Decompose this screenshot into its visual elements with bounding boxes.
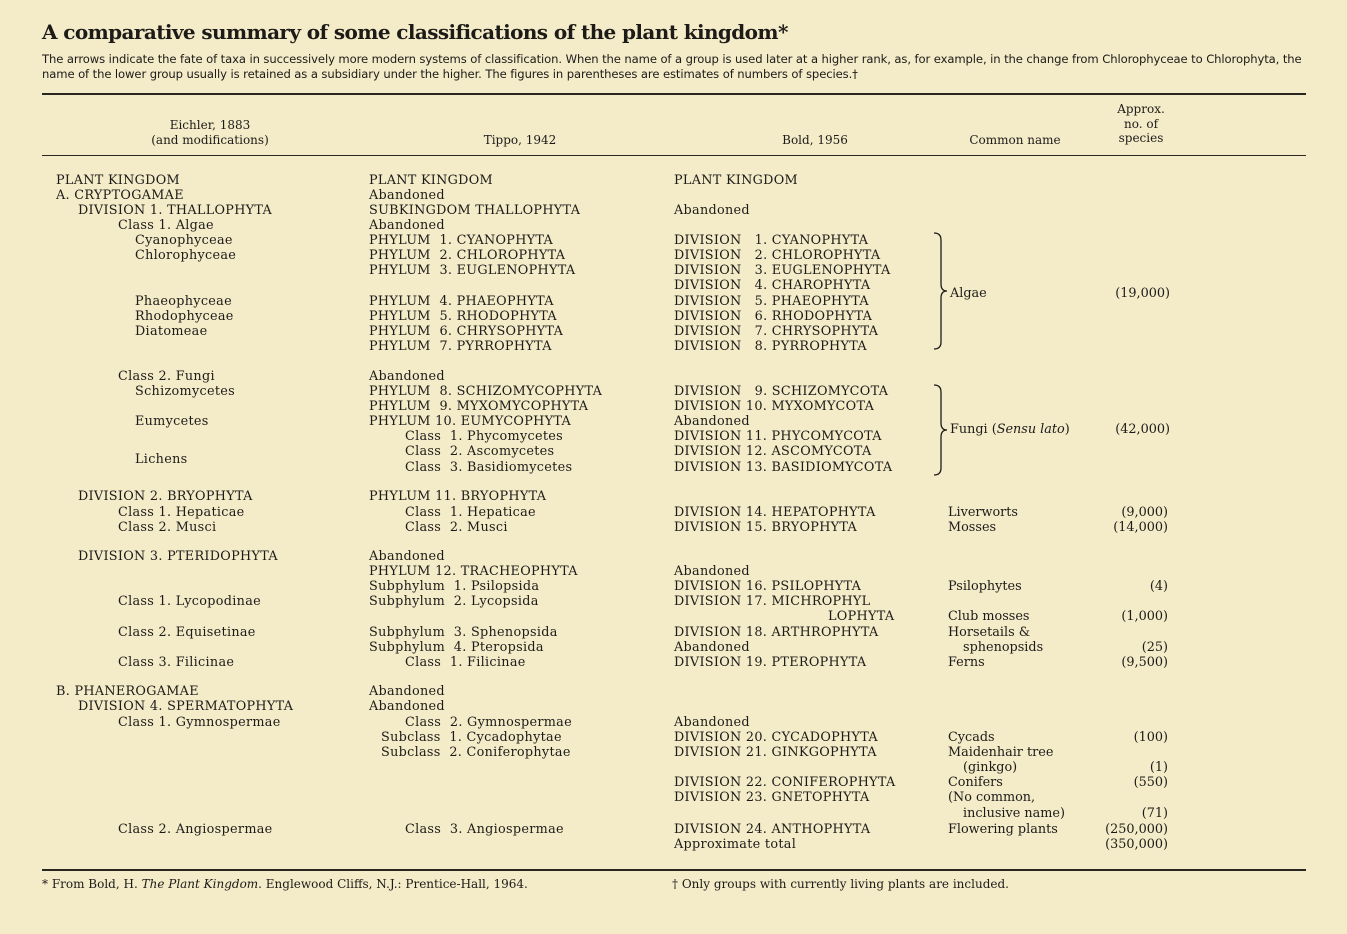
common-name-cell: Horsetails & [948, 625, 1031, 640]
group-label-algae: Algae [950, 286, 987, 301]
bold-cell: DIVISION 15. BRYOPHYTA [674, 520, 858, 535]
eichler-cell: Lichens [135, 452, 188, 467]
header-common-name: Common name [969, 133, 1061, 147]
tippo-cell: SUBKINGDOM THALLOPHYTA [369, 203, 581, 218]
common-name-cell: Club mosses [948, 609, 1030, 624]
eichler-cell: DIVISION 3. PTERIDOPHYTA [78, 549, 278, 564]
tippo-cell: Class 3. Angiospermae [405, 822, 564, 837]
tippo-cell: Abandoned [369, 188, 445, 203]
common-name-cell: Mosses [948, 520, 997, 535]
bold-cell: DIVISION 17. MICHROPHYL [674, 594, 871, 609]
header-top-rule [42, 93, 1306, 95]
species-count-cell: (1,000) [1121, 609, 1168, 624]
bold-cell: DIVISION 6. RHODOPHYTA [674, 309, 873, 324]
tippo-cell: PHYLUM 5. RHODOPHYTA [369, 309, 557, 324]
bold-cell: PLANT KINGDOM [674, 173, 798, 188]
header-approx-species: Approx. no. of species [1117, 102, 1165, 145]
bold-cell: DIVISION 12. ASCOMYCOTA [674, 444, 872, 459]
species-count-cell: (550) [1133, 775, 1168, 790]
species-count-cell: (350,000) [1105, 837, 1168, 852]
tippo-cell: Class 3. Basidiomycetes [405, 460, 573, 475]
eichler-cell: Phaeophyceae [135, 294, 232, 309]
tippo-cell: PHYLUM 8. SCHIZOMYCOPHYTA [369, 384, 603, 399]
tippo-cell: PHYLUM 6. CHRYSOPHYTA [369, 324, 564, 339]
eichler-cell: A. CRYPTOGAMAE [56, 188, 184, 203]
tippo-cell: PHYLUM 10. EUMYCOPHYTA [369, 414, 572, 429]
common-name-cell: sphenopsids [963, 640, 1044, 655]
tippo-cell: Abandoned [369, 684, 445, 699]
page-title: A comparative summary of some classifications of the plant kingdom* [42, 20, 788, 44]
tippo-cell: Class 1. Filicinae [405, 655, 526, 670]
tippo-cell: Class 1. Phycomycetes [405, 429, 564, 444]
bold-cell: DIVISION 4. CHAROPHYTA [674, 278, 871, 293]
footer-rule [42, 869, 1306, 871]
bold-cell: DIVISION 22. CONIFEROPHYTA [674, 775, 896, 790]
species-count-cell: (4) [1149, 579, 1168, 594]
eichler-cell: Cyanophyceae [135, 233, 233, 248]
bold-cell: DIVISION 16. PSILOPHYTA [674, 579, 862, 594]
eichler-cell: Chlorophyceae [135, 248, 237, 263]
eichler-cell: Rhodophyceae [135, 309, 234, 324]
header-bold: Bold, 1956 [782, 133, 848, 147]
species-count-cell: (9,000) [1121, 505, 1168, 520]
tippo-cell: Abandoned [369, 218, 445, 233]
bold-cell: Abandoned [674, 203, 750, 218]
bold-cell: Approximate total [674, 837, 797, 852]
tippo-cell: Abandoned [369, 369, 445, 384]
common-name-cell: Cycads [948, 730, 995, 745]
bold-cell: DIVISION 1. CYANOPHYTA [674, 233, 869, 248]
algae-brace-icon [932, 232, 948, 350]
bold-cell: DIVISION 13. BASIDIOMYCOTA [674, 460, 893, 475]
header-tippo: Tippo, 1942 [483, 133, 557, 147]
bold-cell: Abandoned [674, 715, 750, 730]
tippo-cell: Abandoned [369, 549, 445, 564]
tippo-cell: PHYLUM 4. PHAEOPHYTA [369, 294, 554, 309]
common-name-cell: (No common, [948, 790, 1036, 805]
tippo-cell: Subphylum 4. Pteropsida [369, 640, 544, 655]
bold-cell: Abandoned [674, 640, 750, 655]
eichler-cell: Class 3. Filicinae [118, 655, 235, 670]
group-count-algae: (19,000) [1115, 286, 1170, 301]
eichler-cell: Class 1. Lycopodinae [118, 594, 261, 609]
eichler-cell: B. PHANEROGAMAE [56, 684, 199, 699]
tippo-cell: PHYLUM 12. TRACHEOPHYTA [369, 564, 578, 579]
group-label-fungi: Fungi (Sensu lato) [950, 422, 1070, 437]
common-name-cell: Conifers [948, 775, 1003, 790]
bold-cell: DIVISION 5. PHAEOPHYTA [674, 294, 869, 309]
eichler-cell: Class 2. Angiospermae [118, 822, 273, 837]
group-count-fungi: (42,000) [1115, 422, 1170, 437]
common-name-cell: (ginkgo) [963, 760, 1018, 775]
eichler-cell: Schizomycetes [135, 384, 236, 399]
tippo-cell: Class 2. Musci [405, 520, 508, 535]
species-count-cell: (9,500) [1121, 655, 1168, 670]
tippo-cell: Subphylum 3. Sphenopsida [369, 625, 558, 640]
bold-cell: DIVISION 2. CHLOROPHYTA [674, 248, 881, 263]
tippo-cell: Class 2. Ascomycetes [405, 444, 555, 459]
tippo-cell: PHYLUM 11. BRYOPHYTA [369, 489, 547, 504]
bold-cell: DIVISION 21. GINKGOPHYTA [674, 745, 877, 760]
common-name-cell: Flowering plants [948, 822, 1058, 837]
tippo-cell: Subphylum 2. Lycopsida [369, 594, 539, 609]
eichler-cell: Class 2. Musci [118, 520, 217, 535]
eichler-cell: DIVISION 4. SPERMATOPHYTA [78, 699, 294, 714]
species-count-cell: (71) [1141, 806, 1168, 821]
common-name-cell: Psilophytes [948, 579, 1022, 594]
tippo-cell: Subclass 2. Coniferophytae [381, 745, 571, 760]
tippo-cell: Abandoned [369, 699, 445, 714]
tippo-cell: PHYLUM 7. PYRROPHYTA [369, 339, 552, 354]
eichler-cell: DIVISION 2. BRYOPHYTA [78, 489, 253, 504]
tippo-cell: PHYLUM 3. EUGLENOPHYTA [369, 263, 576, 278]
tippo-cell: Class 2. Gymnospermae [405, 715, 572, 730]
tippo-cell: PHYLUM 9. MYXOMYCOPHYTA [369, 399, 589, 414]
eichler-cell: Class 2. Fungi [118, 369, 215, 384]
common-name-cell: Liverworts [948, 505, 1018, 520]
bold-cell: DIVISION 11. PHYCOMYCOTA [674, 429, 882, 444]
eichler-cell: Class 1. Gymnospermae [118, 715, 281, 730]
tippo-cell: PHYLUM 2. CHLOROPHYTA [369, 248, 566, 263]
bold-cell: DIVISION 19. PTEROPHYTA [674, 655, 867, 670]
eichler-cell: DIVISION 1. THALLOPHYTA [78, 203, 273, 218]
bold-cell: DIVISION 18. ARTHROPHYTA [674, 625, 879, 640]
bold-cell: DIVISION 10. MYXOMYCOTA [674, 399, 875, 414]
bold-cell: Abandoned [674, 564, 750, 579]
footnote-living-plants: † Only groups with currently living plants are included. [672, 877, 1009, 891]
bold-cell: DIVISION 9. SCHIZOMYCOTA [674, 384, 889, 399]
species-count-cell: (100) [1133, 730, 1168, 745]
bold-cell: DIVISION 23. GNETOPHYTA [674, 790, 870, 805]
common-name-cell: Ferns [948, 655, 985, 670]
header-eichler: Eichler, 1883 (and modifications) [151, 118, 269, 147]
bold-cell: LOPHYTA [828, 609, 895, 624]
tippo-cell: Subclass 1. Cycadophytae [381, 730, 562, 745]
eichler-cell: Class 1. Hepaticae [118, 505, 245, 520]
species-count-cell: (14,000) [1113, 520, 1168, 535]
eichler-cell: Class 2. Equisetinae [118, 625, 256, 640]
bold-cell: DIVISION 24. ANTHOPHYTA [674, 822, 871, 837]
footnote-source: * From Bold, H. The Plant Kingdom. Englewood Cliffs, N.J.: Prentice-Hall, 1964. [42, 877, 528, 891]
tippo-cell: PHYLUM 1. CYANOPHYTA [369, 233, 554, 248]
tippo-cell: Class 1. Hepaticae [405, 505, 536, 520]
eichler-cell: PLANT KINGDOM [56, 173, 180, 188]
tippo-cell: PLANT KINGDOM [369, 173, 493, 188]
species-count-cell: (1) [1149, 760, 1168, 775]
eichler-cell: Eumycetes [135, 414, 209, 429]
header-bottom-rule [42, 155, 1306, 156]
intro-paragraph: The arrows indicate the fate of taxa in successively more modern systems of classification. When the name of a group is used later at a higher rank, as, for example, in the change from Chlorophyceae to Chlorophyta, the name of the lower group usually is retained as a subsidiary under the higher. The figures in parentheses are estimates of numbers of species.† [42, 52, 1302, 81]
eichler-cell: Class 1. Algae [118, 218, 214, 233]
bold-cell: DIVISION 14. HEPATOPHYTA [674, 505, 876, 520]
bold-cell: Abandoned [674, 414, 750, 429]
species-count-cell: (250,000) [1105, 822, 1168, 837]
common-name-cell: inclusive name) [963, 806, 1065, 821]
bold-cell: DIVISION 20. CYCADOPHYTA [674, 730, 878, 745]
species-count-cell: (25) [1141, 640, 1168, 655]
bold-cell: DIVISION 3. EUGLENOPHYTA [674, 263, 891, 278]
eichler-cell: Diatomeae [135, 324, 208, 339]
common-name-cell: Maidenhair tree [948, 745, 1054, 760]
tippo-cell: Subphylum 1. Psilopsida [369, 579, 540, 594]
fungi-brace-icon [932, 384, 948, 476]
bold-cell: DIVISION 7. CHRYSOPHYTA [674, 324, 879, 339]
bold-cell: DIVISION 8. PYRROPHYTA [674, 339, 867, 354]
